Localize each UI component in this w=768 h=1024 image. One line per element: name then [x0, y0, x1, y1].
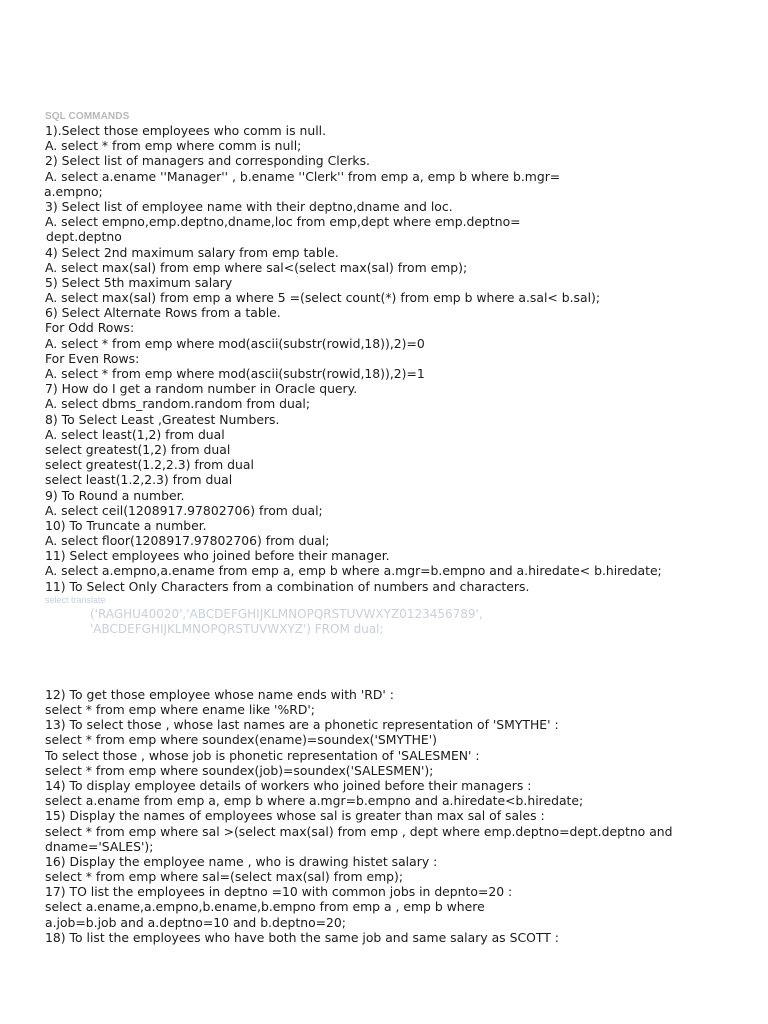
- text-line: A. select a.ename ''Manager'' , b.ename ''Clerk'' from emp a, emp b where b.mgr=: [45, 168, 561, 184]
- text-line: 2) Select list of managers and corresponding Clerks.: [45, 153, 370, 169]
- text-line: 6) Select Alternate Rows from a table.: [45, 305, 281, 321]
- faint-code-line: 'ABCDEFGHIJKLMNOPQRSTUVWXYZ') FROM dual;: [90, 621, 384, 636]
- text-line: select * from emp where sal=(select max(sal) from emp);: [45, 869, 404, 885]
- text-line: select * from emp where soundex(ename)=soundex('SMYTHE'): [45, 732, 437, 748]
- text-line: A. select * from emp where mod(ascii(substr(rowid,18)),2)=1: [45, 366, 425, 381]
- text-line: 4) Select 2nd maximum salary from emp table.: [45, 244, 339, 260]
- text-line: 7) How do I get a random number in Oracle query.: [45, 381, 358, 397]
- text-line: select a.ename,a.empno,b.ename,b.empno from emp a , emp b where: [45, 899, 485, 915]
- text-line: A. select least(1,2) from dual: [45, 426, 225, 442]
- text-line: select * from emp where sal >(select max(sal) from emp , dept where emp.deptno=dept.deptno and: [45, 823, 673, 839]
- text-line: select a.ename from emp a, emp b where a.mgr=b.empno and a.hiredate<b.hiredate;: [45, 793, 584, 809]
- text-line: For Odd Rows:: [45, 320, 135, 336]
- text-line: 10) To Truncate a number.: [45, 517, 207, 533]
- text-line: A. select * from emp where mod(ascii(substr(rowid,18)),2)=0: [45, 335, 425, 351]
- text-line: 16) Display the employee name , who is drawing histet salary :: [45, 853, 438, 869]
- text-line: To select those , whose job is phonetic representation of 'SALESMEN' :: [45, 747, 480, 763]
- text-line: 12) To get those employee whose name ends with 'RD' :: [45, 686, 394, 702]
- text-line: 5) Select 5th maximum salary: [45, 274, 233, 290]
- text-line: select * from emp where soundex(job)=soundex('SALESMEN');: [45, 762, 434, 778]
- text-line: 11) To Select Only Characters from a combination of numbers and characters.: [45, 578, 530, 594]
- document-page: [45, 110, 755, 945]
- text-line: 14) To display employee details of workers who joined before their managers :: [45, 777, 532, 793]
- text-line: 13) To select those , whose last names are a phonetic representation of 'SMYTHE' :: [45, 717, 559, 733]
- text-line: A. select empno,emp.deptno,dname,loc from emp,dept where emp.deptno=: [45, 214, 521, 230]
- text-line: For Even Rows:: [45, 350, 140, 366]
- text-line: select least(1.2,2.3) from dual: [45, 472, 233, 488]
- text-line: 11) Select employees who joined before their manager.: [45, 548, 390, 564]
- text-line: dept.deptno: [46, 229, 122, 245]
- text-line: A. select a.empno,a.ename from emp a, emp b where a.mgr=b.empno and a.hiredate< b.hiredate;: [45, 563, 662, 579]
- faint-label: select translate: [45, 594, 106, 605]
- faint-code-line: ('RAGHU40020','ABCDEFGHIJKLMNOPQRSTUVWXYZ0123456789',: [90, 606, 483, 621]
- text-line: dname='SALES');: [45, 838, 154, 854]
- text-line: select greatest(1,2) from dual: [45, 441, 231, 457]
- text-line: A. select floor(1208917.97802706) from dual;: [45, 533, 330, 549]
- text-line: a.job=b.job and a.deptno=10 and b.deptno=20;: [45, 914, 346, 930]
- text-line: A. select max(sal) from emp a where 5 =(select count(*) from emp b where a.sal< b.sal);: [45, 290, 601, 306]
- text-line: a.empno;: [44, 183, 103, 199]
- text-line: 17) TO list the employees in deptno =10 with common jobs in depnto=20 :: [45, 884, 513, 900]
- text-line: 15) Display the names of employees whose sal is greater than max sal of sales :: [45, 808, 545, 824]
- text-line: select greatest(1.2,2.3) from dual: [45, 457, 254, 473]
- text-line: select * from emp where ename like '%RD';: [45, 702, 315, 717]
- document-heading: SQL COMMANDS: [45, 111, 130, 122]
- text-line: A. select * from emp where comm is null;: [45, 138, 302, 154]
- text-line: 18) To list the employees who have both the same job and same salary as SCOTT :: [45, 929, 559, 945]
- blank-gap: [45, 637, 755, 687]
- text-line: 9) To Round a number.: [45, 487, 185, 503]
- text-line: 1).Select those employees who comm is null.: [45, 123, 327, 138]
- text-line: 3) Select list of employee name with their deptno,dname and loc.: [45, 198, 453, 214]
- text-line: 8) To Select Least ,Greatest Numbers.: [45, 411, 280, 427]
- section-2: [45, 687, 755, 945]
- text-line: A. select max(sal) from emp where sal<(select max(sal) from emp);: [45, 259, 468, 275]
- text-line: A. select ceil(1208917.97802706) from dual;: [45, 502, 323, 518]
- section-1: [45, 123, 755, 594]
- text-line: A. select dbms_random.random from dual;: [45, 396, 311, 412]
- faint-code-block: [45, 607, 755, 637]
